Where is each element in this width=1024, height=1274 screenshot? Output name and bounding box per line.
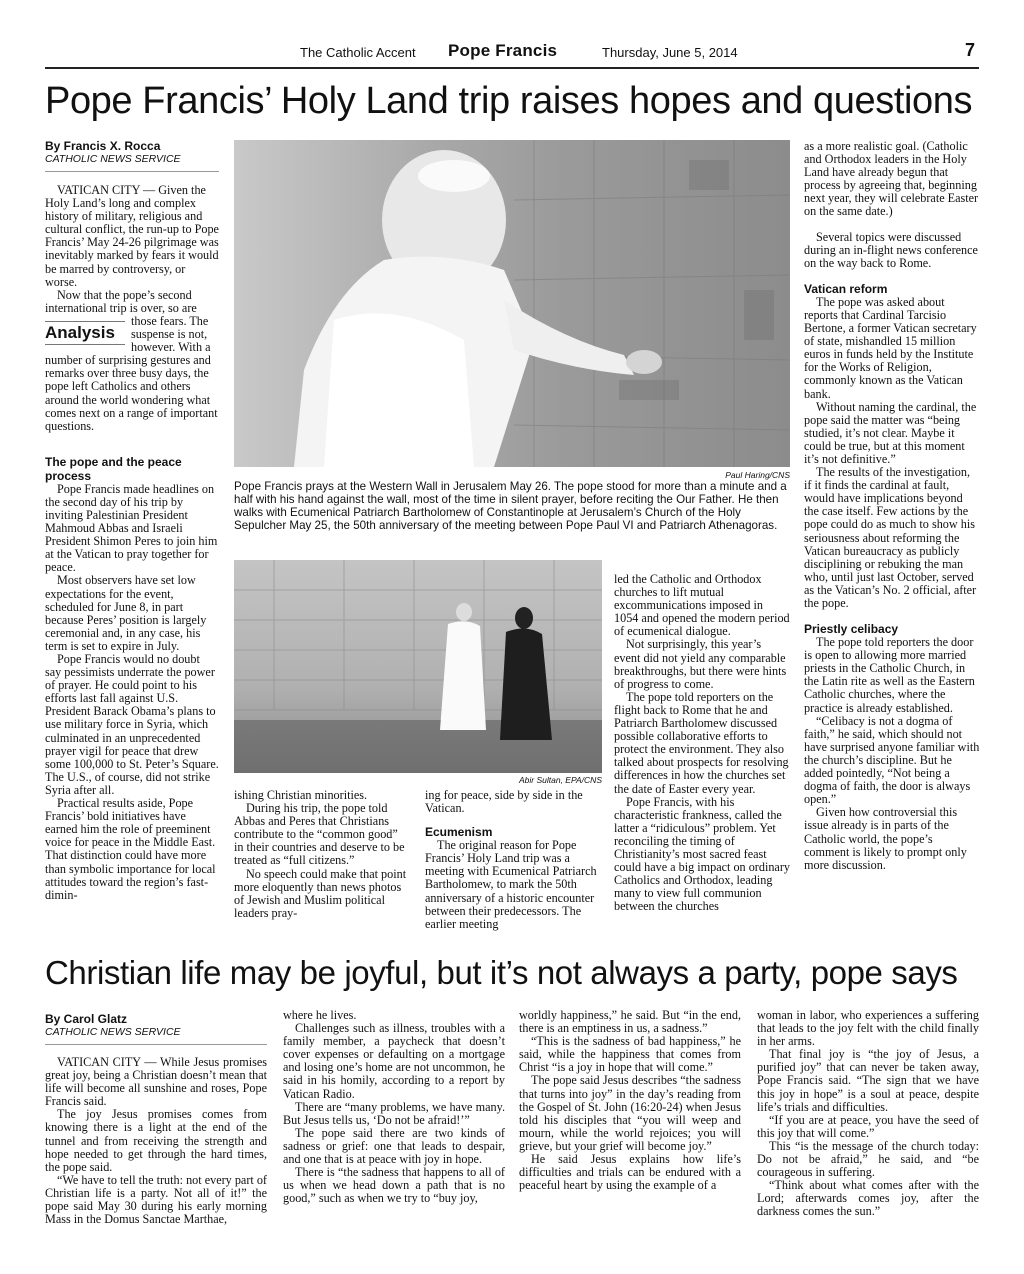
story2-column-4 (757, 1009, 979, 1219)
story1-agency: CATHOLIC NEWS SERVICE (45, 153, 181, 165)
column-5-celibacy (804, 636, 980, 872)
analysis-wrap (45, 315, 219, 354)
paragraph: ishing Christian minorities. (234, 788, 368, 802)
paragraph: The pope said Jesus describes “the sadness that turns into joy” in the day’s reading from the Gospel of St. John (16:20-24) when Jesus told his disciples that “you will weep and mourn, while the world rejoices; you will grieve, but your grief will become joy.” (519, 1073, 741, 1153)
paragraph: No speech could make that point more eloquently than news photos of Jewish and Muslim political leaders pray- (234, 866, 407, 920)
story2-byline: By Carol Glatz (45, 1012, 128, 1026)
paragraph: This “is the message of the church today: Do not be afraid,” he said, and “be courageous in suffering. (757, 1138, 979, 1180)
story2-column-1 (45, 1013, 267, 1226)
paragraph: as a more realistic goal. (Catholic and Orthodox leaders in the Holy Land have already begun that process by agreeing that, beginning next year, they will celebrate Easter on the same date.) (804, 139, 979, 219)
paragraph: those fears. The suspense is not, however. With a (131, 313, 211, 355)
paragraph: There are “many problems, we have many. But Jesus tells us, ‘Do not be afraid!’” (283, 1099, 505, 1127)
paragraph: “This is the sadness of bad happiness,” he said, while the happiness that comes from Christ “is a joy in hope that will come.” (519, 1034, 741, 1075)
story1-column-4 (614, 573, 790, 913)
paragraph: Several topics were discussed during an in-flight news conference on the way back to Rome. (804, 229, 978, 270)
story2-headline: Christian life may be joyful, but it’s not always a party, pope says (45, 954, 958, 991)
story1-column-3 (425, 789, 602, 931)
story1-column-1 (45, 140, 219, 902)
column-3-ecumenism (425, 839, 602, 931)
column-5-top (804, 140, 980, 270)
photo-pope-patriarch-graphic (234, 560, 602, 773)
paragraph: The pope told reporters the door is open to allowing more married priests in the Catholic Church, in the Latin rite as well as the Eastern Catholic churches, where the practice is already established. (804, 635, 975, 715)
paragraph: Challenges such as illness, troubles with a family member, a paycheck that doesn’t cover expenses or defaulting on a mortgage and losing one’s home are not uncommon, he said in his homily, according to a report by Vatican Radio. (283, 1021, 505, 1101)
paragraph: “If you are at peace, you have the seed of this joy that will come.” (757, 1112, 979, 1140)
newspaper-name: The Catholic Accent (300, 45, 416, 60)
paragraph: woman in labor, who experiences a suffering that leads to the joy felt with the child finally in her arms. (757, 1008, 979, 1049)
paragraph: where he lives. (283, 1008, 357, 1022)
photo1-credit: Paul Haring/CNS (725, 470, 790, 480)
paragraph: The pope told reporters on the flight back to Rome that he and Patriarch Bartholomew discussed possible collaborative efforts to protect the environment. They also talked about prospects for resolving differences in how the churches set the date of Easter every year. (614, 689, 789, 796)
paragraph: “We have to tell the truth: not every part of Christian life is a party. Not all of it!” the pope said May 30 during his early morning Mass in the Domus Sanctae Marthae, (45, 1172, 267, 1227)
paragraph: Pope Francis, with his characteristic frankness, called the latter a “ridiculous” problem. Yet reconciling the timing of Christianity’s most sacred feast could have a big impact on ordinary Catholics and Orthodox, leading many to view full communion between the churches (614, 794, 790, 914)
story1-headline: Pope Francis’ Holy Land trip raises hopes and questions (45, 80, 973, 122)
analysis-label: Analysis (45, 322, 115, 342)
column-3-top (425, 789, 602, 815)
paragraph: Practical results aside, Pope Francis’ bold initiatives have earned him the role of preeminent voice for peace in the Middle East. That distinction could have more than symbolic importance for local attitudes toward the region’s fast-dimin- (45, 796, 216, 902)
paragraph: Not surprisingly, this year’s event did not yield any comparable breakthroughs, but there were hints of progress to come. (614, 637, 787, 691)
paragraph: VATICAN CITY — Given the Holy Land’s long and complex history of military, religious and cultural conflict, the run-up to Pope Francis’ May 24-26 pilgrimage was inevitably marked by fears it would be marred by controversy, or worse. (45, 183, 219, 289)
paragraph: That final joy is “the joy of Jesus, a purified joy” that can never be taken away, Pope Francis said. “The sign that we have this joy in hope” is a soul at peace, despite life’s trials and difficulties. (757, 1047, 979, 1114)
subhead-peace: The pope and the peace process (45, 454, 182, 483)
paragraph: There is “the sadness that happens to all of us when we head down a path that is no good,” such as when we try to “buy joy, (283, 1165, 505, 1206)
paragraph: “Celibacy is not a dogma of faith,” he said, which should not have surprised anyone familiar with the church’s discipline. But he added pointedly, “Not being a dogma of faith, the door is always open.” (804, 713, 980, 807)
subhead-ecumenism: Ecumenism (425, 825, 493, 840)
analysis-label-box (45, 315, 125, 354)
section-title: Pope Francis (448, 41, 558, 60)
paragraph: Pope Francis made headlines on the second day of his trip by inviting Palestinian President Mahmoud Abbas and Israeli President Shimon Peres to join him at the Vatican to pray together for peace. (45, 481, 218, 575)
paragraph: During his trip, the pope told Abbas and Peres that Christians contribute to the “common good” in their countries and deserve to be treated as “full citizens.” (234, 801, 405, 868)
story1-peace-section (45, 483, 219, 902)
photo2-credit: Abir Sultan, EPA/CNS (519, 775, 602, 785)
photo1-caption: Pope Francis prays at the Western Wall in Jerusalem May 26. The pope stood for more than a minute and a half with his hand against the wall, most of the time in silent prayer, before reciting the Our Father. He then walks with Ecumenical Patriarch Bartholomew of Constantinople at Jerusalem’s Church of the Holy Sepulcher May 25, the 50th anniversary of the meeting between Pope Paul VI and Patriarch Athenagoras. (234, 480, 787, 532)
subhead-priestly-celibacy: Priestly celibacy (804, 622, 899, 637)
paragraph: Pope Francis would no doubt say pessimists underrate the power of prayer. He could point to his efforts last fall against U.S. President Barack Obama’s plans to use military force in Syria, which culminated in an unprecedented prayer vigil for peace that drew some 100,000 to St. Peter’s Square. The U.S., of course, did not strike Syria after all. (45, 652, 219, 797)
column-5-vatican (804, 296, 980, 610)
page-number: 7 (965, 40, 976, 60)
story2-agency: CATHOLIC NEWS SERVICE (45, 1026, 181, 1038)
photo-pope-western-wall (234, 140, 790, 467)
story2-column-3 (519, 1009, 741, 1192)
paragraph: Now that the pope’s second international trip is over, so are (45, 287, 197, 315)
paragraph: The pope said there are two kinds of sadness or grief: one that leads to despair, and one that is at peace with joy in hope. (283, 1125, 505, 1167)
paragraph: Without naming the cardinal, the pope said the matter was “being studied, it’s not clear. Maybe it could be true, but at this moment it’s not definitive.” (804, 399, 977, 466)
story1-column-2 (234, 789, 410, 920)
subhead-vatican-reform: Vatican reform (804, 281, 888, 296)
paragraph: Most observers have set low expectations for the event, scheduled for June 8, in part because Peres’ position is largely ceremonial and, in any case, his term is set to expire in July. (45, 573, 207, 653)
story2-column-2 (283, 1009, 505, 1205)
story1-byline: By Francis X. Rocca (45, 139, 161, 153)
paragraph: Given how controversial this issue already is in parts of the Catholic world, the pope’s comment is likely to prompt only more discussion. (804, 805, 967, 872)
paragraph: The pope was asked about reports that Cardinal Tarcisio Bertone, a former Vatican secretary of state, mishandled 15 million euros in funds held by the Institute for the Works of Religion, commonly known as the Vatican bank. (804, 294, 977, 401)
paragraph: The original reason for Pope Francis’ Holy Land trip was a meeting with Ecumenical Patriarch Bartholomew, to mark the 50th anniversary of a historic encounter between their predecessors. The earlier meeting (425, 838, 597, 931)
paragraph: number of surprising gestures and remarks over three busy days, the pope left Catholics and others around the world wondering what comes next on a range of important questions. (45, 353, 218, 433)
paragraph: He said Jesus explains how life’s difficulties and trials can be endured with a peaceful heart by using the example of a (519, 1152, 741, 1193)
paragraph: “Think about what comes after with the Lord; afterwards comes joy, after the darkness comes the sun.” (757, 1178, 979, 1219)
byline-rule (45, 1044, 267, 1045)
paragraph: VATICAN CITY — While Jesus promises great joy, being a Christian doesn’t mean that life will become all sunshine and roses, Pope Francis said. (45, 1055, 267, 1109)
byline-rule (45, 171, 219, 172)
issue-date: Thursday, June 5, 2014 (602, 45, 738, 60)
photo-pope-western-wall-graphic (234, 140, 790, 467)
header-rule (45, 67, 979, 69)
label-rule-bottom (45, 344, 125, 345)
story1-column-5 (804, 140, 980, 872)
paragraph: ing for peace, side by side in the Vatican. (425, 788, 583, 816)
photo-pope-patriarch (234, 560, 602, 773)
story1-intro (45, 184, 219, 433)
paragraph: led the Catholic and Orthodox churches to lift mutual excommunications imposed in 1054 and opened the modern period of ecumenical dialogue. (614, 572, 790, 639)
story2-column-1-text (45, 1056, 267, 1226)
paragraph: The results of the investigation, if it finds the cardinal at fault, would have implications beyond the case itself. Few actions by the pope could do as much to show his seriousness about reforming the Vatican bureaucracy as publicly disciplining or rebuking the man who, until just last October, served as the Vatican’s No. 2 official, after the pope. (804, 465, 977, 610)
paragraph: The joy Jesus promises comes from knowing there is a light at the end of the tunnel and from receiving the strength and hope needed to get through the hard times, the pope said. (45, 1107, 267, 1174)
paragraph: worldly happiness,” he said. But “in the end, there is an emptiness in us, a sadness.” (519, 1008, 741, 1036)
